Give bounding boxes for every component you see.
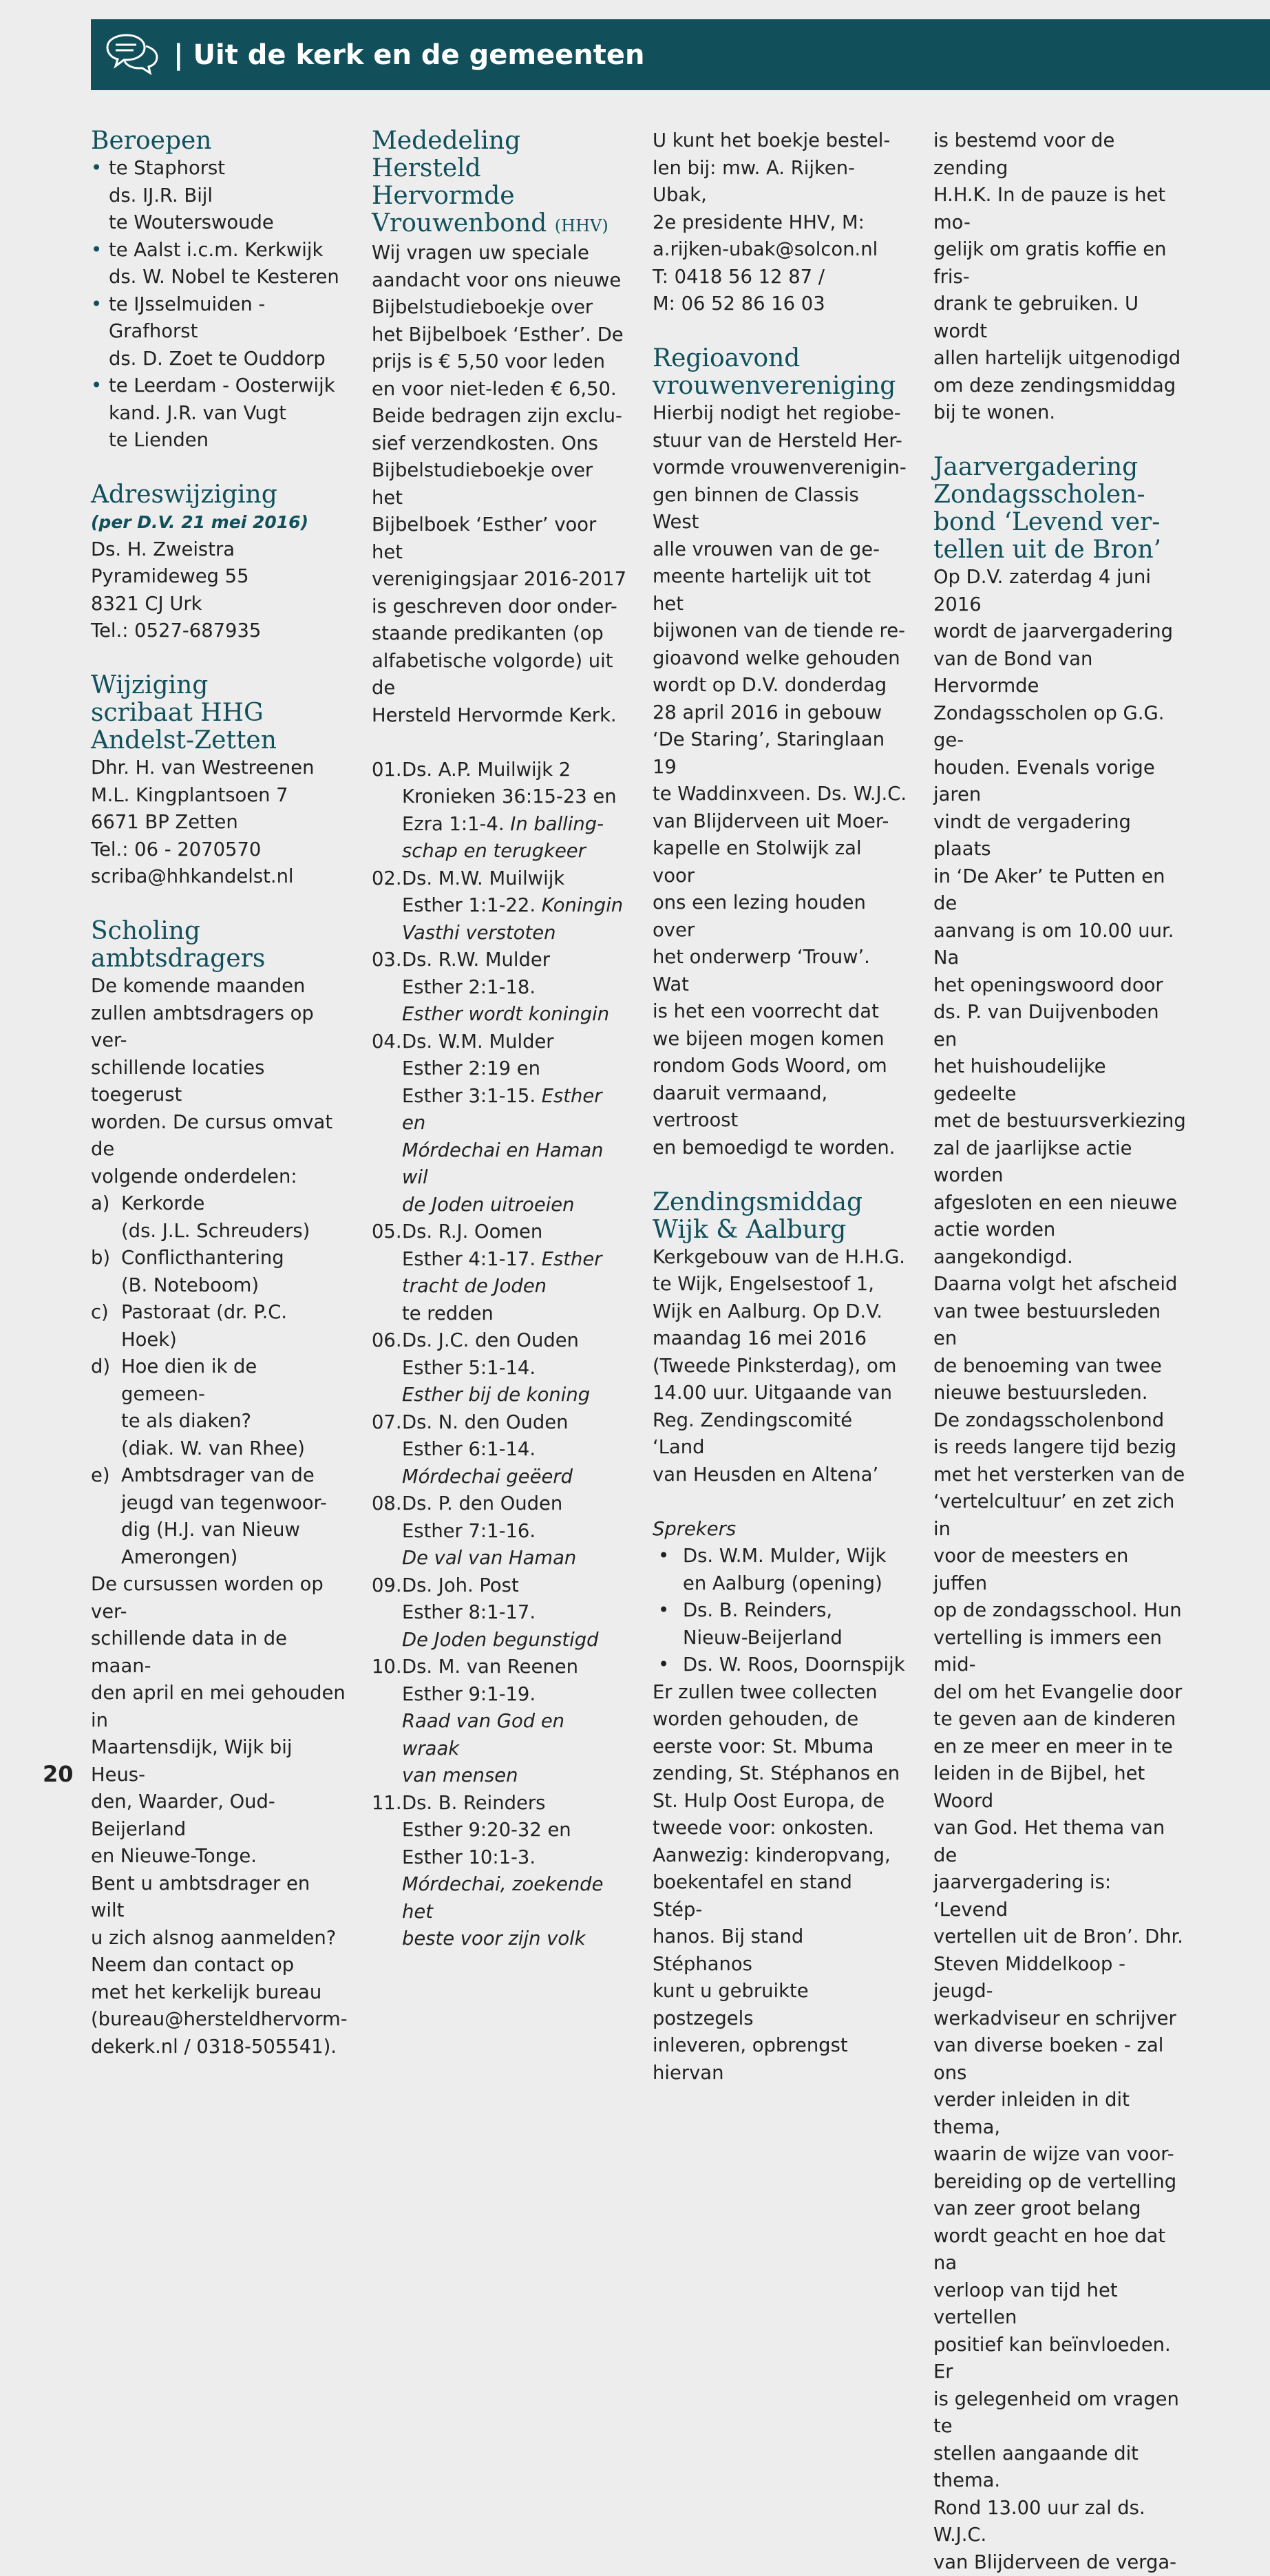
speaker-item: • Ds. B. Reinders, Nieuw-Beijerland	[653, 1597, 907, 1651]
column-2	[372, 127, 626, 1953]
heading-beroepen: Beroepen	[91, 127, 346, 155]
text-line: bereiding op de vertelling	[933, 2168, 1188, 2196]
bullet-icon: •	[658, 1597, 669, 1625]
scholing-item: b) Conflicthantering (B. Noteboom)	[91, 1245, 346, 1299]
text-line: gelijk om gratis koffie en fris-	[933, 236, 1188, 291]
text-line: Neem dan contact op	[91, 1952, 346, 1979]
zending-text	[653, 1244, 907, 1489]
text-line: is gelegenheid om vragen te	[933, 2386, 1188, 2440]
text-line: te geven aan de kinderen	[933, 1706, 1188, 1733]
bullet-icon: •	[658, 1651, 669, 1679]
text-line: en ze meer en meer in te	[933, 1733, 1188, 1761]
text-line: met het kerkelijk bureau	[91, 1979, 346, 2007]
text-line: actie worden aangekondigd.	[933, 1216, 1188, 1271]
text-line: het Bijbelboek ‘Esther’. De	[372, 321, 626, 349]
text-line: 2e presidente HHV, M:	[653, 209, 907, 237]
text-line: in ‘De Aker’ te Putten en de	[933, 863, 1188, 918]
beroep-line: te Wouterswoude	[91, 209, 346, 237]
text-line: nieuwe bestuursleden.	[933, 1380, 1188, 1407]
hhv-list-item: 08. Ds. P. den Ouden Esther 7:1-16. De val van Haman	[372, 1490, 626, 1572]
heading-adreswijziging: Adreswijziging	[91, 481, 346, 509]
beroepen-list	[91, 155, 346, 454]
scholing-item: c) Pastoraat (dr. P.C. Hoek)	[91, 1299, 346, 1353]
text-line: bij te wonen.	[933, 399, 1188, 427]
scholing-line: schillende locaties toegerust	[91, 1055, 346, 1109]
text-line: drank te gebruiken. U wordt	[933, 291, 1188, 345]
text-line: Daarna volgt het afscheid	[933, 1271, 1188, 1298]
text-line: 14.00 uur. Uitgaande van	[653, 1380, 907, 1407]
scholing-outro	[91, 1571, 346, 2060]
hhv-list-item: 03. Ds. R.W. Mulder Esther 2:1-18. Esther wordt koningin	[372, 947, 626, 1028]
text-line: is reeds langere tijd bezig	[933, 1434, 1188, 1461]
text-line: Hierbij nodigt het regiobe-	[653, 400, 907, 427]
heading-zendingsmiddag: Zendingsmiddag Wijk & Aalburg	[653, 1189, 907, 1244]
scholing-line: worden. De cursus omvat de	[91, 1109, 346, 1163]
adres-line: Ds. H. Zweistra	[91, 536, 346, 564]
text-line: ons een lezing houden over	[653, 889, 907, 944]
bullet-icon: •	[658, 1543, 669, 1570]
text-line: te Waddinxveen. Ds. W.J.C.	[653, 781, 907, 808]
text-line: T: 0418 56 12 87 /	[653, 264, 907, 291]
text-line: positief kan beïnvloeden. Er	[933, 2332, 1188, 2386]
text-line: Bent u ambtsdrager en wilt	[91, 1870, 346, 1925]
text-line: met de bestuursverkiezing	[933, 1108, 1188, 1135]
hhv-list-item: 09. Ds. Joh. Post Esther 8:1-17. De Joden begunstigd	[372, 1572, 626, 1654]
text-line: dekerk.nl / 0318-505541).	[91, 2034, 346, 2061]
scholing-item: e) Ambtsdrager van de jeugd van tegenwoor- dig (H.J. van Nieuw Amerongen)	[91, 1462, 346, 1571]
beroep-line: ds. D. Zoet te Ouddorp	[91, 346, 346, 373]
text-line: is geschreven door onder-	[372, 593, 626, 621]
text-line: vormde vrouwenverenigin-	[653, 454, 907, 482]
text-line: daaruit vermaand, vertroost	[653, 1080, 907, 1134]
text-line: bijwonen van de tiende re-	[653, 617, 907, 645]
page-number: 20	[43, 1761, 74, 1787]
heading-hhv: Mededeling Hersteld Hervormde Vrouwenbond (HHV)	[372, 127, 626, 240]
text-line: a.rijken-ubak@solcon.nl	[653, 236, 907, 264]
text-line: den, Waarder, Oud-Beijerland	[91, 1788, 346, 1843]
text-line: Steven Middelkoop - jeugd-	[933, 1951, 1188, 2005]
text-line: Bijbelboek ‘Esther’ voor het	[372, 511, 626, 566]
text-line: van zeer groot belang	[933, 2195, 1188, 2223]
text-line: H.H.K. In de pauze is het mo-	[933, 182, 1188, 236]
speech-bubbles-icon	[103, 32, 160, 78]
scholing-line: volgende onderdelen:	[91, 1163, 346, 1191]
hhv-list-item: 02. Ds. M.W. Muilwijk Esther 1:1-22. Koningin Vasthi verstoten	[372, 865, 626, 947]
text-line: worden gehouden, de	[653, 1706, 907, 1733]
jaar-text	[933, 564, 1188, 2576]
text-line: Rond 13.00 uur zal ds. W.J.C.	[933, 2495, 1188, 2549]
beroep-line: te Lienden	[91, 427, 346, 454]
scholing-item: a) Kerkorde (ds. J.L. Schreuders)	[91, 1190, 346, 1245]
text-line: Er zullen twee collecten	[653, 1679, 907, 1707]
text-line: Reg. Zendingscomité ‘Land	[653, 1407, 907, 1461]
text-line: Bijbelstudieboekje over	[372, 294, 626, 321]
hhv-list-item: 07. Ds. N. den Ouden Esther 6:1-14. Mórdechai geëerd	[372, 1409, 626, 1491]
section-header	[103, 19, 645, 90]
text-line: rondom Gods Woord, om	[653, 1053, 907, 1080]
text-line: het onderwerp ‘Trouw’. Wat	[653, 944, 907, 998]
hhv-list-item: 11. Ds. B. Reinders Esther 9:20-32 en Esther 10:1-3. Mórdechai, zoekende het beste voor zijn volk	[372, 1790, 626, 1953]
text-line: het openingswoord door	[933, 972, 1188, 1000]
text-line: tweede voor: onkosten.	[653, 1815, 907, 1842]
text-line: Wijk en Aalburg. Op D.V.	[653, 1298, 907, 1326]
text-line: meente hartelijk uit tot het	[653, 563, 907, 617]
bullet-icon: •	[91, 237, 102, 264]
text-line: van Blijderveen uit Moer-	[653, 808, 907, 836]
text-line: voor de meesters en juffen	[933, 1543, 1188, 1597]
text-line: stellen aangaande dit thema.	[933, 2440, 1188, 2495]
hhv-list-item: 01. Ds. A.P. Muilwijk 2 Kronieken 36:15-23 en Ezra 1:1-4. In balling- schap en terugkeer	[372, 757, 626, 865]
hhv-intro	[372, 240, 626, 729]
adres-line: Tel.: 0527-687935	[91, 617, 346, 645]
text-line: hanos. Bij stand Stéphanos	[653, 1923, 907, 1978]
text-line: zal de jaarlijkse actie worden	[933, 1135, 1188, 1190]
beroep-item: • te Aalst i.c.m. Kerkwijk	[91, 237, 346, 264]
text-line: inleveren, opbrengst hiervan	[653, 2032, 907, 2087]
heading-regioavond: Regioavond vrouwenvereniging	[653, 345, 907, 400]
text-line: De zondagsscholenbond	[933, 1407, 1188, 1435]
section-title: | Uit de kerk en de gemeenten	[173, 39, 645, 71]
column-3	[653, 127, 907, 2087]
text-line: vertelling is immers een mid-	[933, 1625, 1188, 1679]
text-line: St. Hulp Oost Europa, de	[653, 1788, 907, 1815]
text-line: en bemoedigd te worden.	[653, 1134, 907, 1162]
beroep-line: kand. J.R. van Vugt	[91, 400, 346, 427]
text-line: waarin de wijze van voor-	[933, 2141, 1188, 2168]
text-line: van Blijderveen de verga-	[933, 2549, 1188, 2576]
beroep-item: • te Leerdam - Oosterwijk	[91, 372, 346, 400]
text-line: ‘vertelcultuur’ en zet zich in	[933, 1488, 1188, 1543]
text-line: M: 06 52 86 16 03	[653, 291, 907, 318]
order-info	[653, 127, 907, 318]
bullet-icon: •	[91, 291, 102, 319]
scribaat-line: Tel.: 06 - 2070570	[91, 836, 346, 864]
text-line: jaarvergadering is: ‘Levend	[933, 1869, 1188, 1923]
zending-continued	[933, 127, 1188, 427]
scribaat-line: Dhr. H. van Westreenen	[91, 754, 346, 782]
hhv-list	[372, 757, 626, 1953]
beroep-line: ds. W. Nobel te Kesteren	[91, 264, 346, 291]
text-line: verloop van tijd het vertellen	[933, 2277, 1188, 2332]
adres-line: 8321 CJ Urk	[91, 591, 346, 618]
text-line: ‘De Staring’, Staringlaan 19	[653, 726, 907, 781]
text-line: Hersteld Hervormde Kerk.	[372, 702, 626, 730]
heading-scribaat: Wijziging scribaat HHG Andelst-Zetten	[91, 672, 346, 754]
text-line: (Tweede Pinksterdag), om	[653, 1353, 907, 1380]
text-line: 28 april 2016 in gebouw	[653, 699, 907, 727]
hhv-list-item: 05. Ds. R.J. Oomen Esther 4:1-17. Esther tracht de Joden te redden	[372, 1218, 626, 1327]
text-line: boekentafel en stand Stép-	[653, 1869, 907, 1923]
text-line: Maartensdijk, Wijk bij Heus-	[91, 1734, 346, 1788]
text-line: alle vrouwen van de ge-	[653, 536, 907, 564]
text-line: prijs is € 5,50 voor leden	[372, 348, 626, 376]
text-line: werkadviseur en schrijver	[933, 2005, 1188, 2033]
text-line: Beide bedragen zijn exclu-	[372, 403, 626, 430]
text-line: aanvang is om 10.00 uur. Na	[933, 918, 1188, 972]
text-line: kunt u gebruikte postzegels	[653, 1978, 907, 2032]
text-line: (bureau@hersteldhervorm-	[91, 2006, 346, 2034]
beroep-item: • te IJsselmuiden - Grafhorst	[91, 291, 346, 346]
text-line: stuur van de Hersteld Her-	[653, 427, 907, 455]
text-line: is bestemd voor de zending	[933, 127, 1188, 182]
scribaat-line: M.L. Kingplantsoen 7	[91, 782, 346, 810]
text-line: te Wijk, Engelsestoof 1,	[653, 1271, 907, 1298]
speaker-item: • Ds. W.M. Mulder, Wijk en Aalburg (opening)	[653, 1543, 907, 1597]
text-line: del om het Evangelie door	[933, 1679, 1188, 1707]
text-line: den april en mei gehouden in	[91, 1680, 346, 1734]
regio-text	[653, 400, 907, 1161]
bullet-icon: •	[91, 372, 102, 400]
hhv-list-item: 04. Ds. W.M. Mulder Esther 2:19 en Esther 3:1-15. Esther en Mórdechai en Haman wil de Joden uitroeien	[372, 1028, 626, 1219]
text-line: van Heusden en Altena’	[653, 1461, 907, 1489]
text-line: het huishoudelijke gedeelte	[933, 1053, 1188, 1108]
speaker-item: • Ds. W. Roos, Doornspijk	[653, 1651, 907, 1679]
text-line: Aanwezig: kinderopvang,	[653, 1842, 907, 1870]
text-line: houden. Evenals vorige jaren	[933, 754, 1188, 809]
heading-scholing: Scholing ambtsdragers	[91, 918, 346, 973]
text-line: Wij vragen uw speciale	[372, 240, 626, 267]
text-line: van twee bestuursleden en	[933, 1298, 1188, 1353]
scholing-line: zullen ambtsdragers op ver-	[91, 1000, 346, 1055]
text-line: ds. P. van Duijvenboden en	[933, 999, 1188, 1053]
text-line: is het een voorrecht dat	[653, 998, 907, 1026]
column-1	[91, 127, 346, 2060]
text-line: Kerkgebouw van de H.H.G.	[653, 1244, 907, 1271]
text-line: we bijeen mogen komen	[653, 1026, 907, 1053]
text-line: zending, St. Stéphanos en	[653, 1760, 907, 1788]
text-line: verenigingsjaar 2016-2017	[372, 566, 626, 593]
text-line: staande predikanten (op	[372, 620, 626, 648]
text-line: len bij: mw. A. Rijken-Ubak,	[653, 155, 907, 209]
text-line: en voor niet-leden € 6,50.	[372, 376, 626, 403]
text-line: om deze zendingsmiddag	[933, 372, 1188, 400]
bullet-icon: •	[91, 155, 102, 182]
text-line: schillende data in de maan-	[91, 1625, 346, 1680]
text-line: gioavond welke gehouden	[653, 645, 907, 673]
text-line: vertellen uit de Bron’. Dhr.	[933, 1923, 1188, 1951]
text-line: gen binnen de Classis West	[653, 482, 907, 536]
text-line: kapelle en Stolwijk zal voor	[653, 835, 907, 889]
text-line: van diverse boeken - zal ons	[933, 2032, 1188, 2087]
text-line: Zondagsscholen op G.G. ge-	[933, 700, 1188, 754]
text-line: op de zondagsschool. Hun	[933, 1597, 1188, 1625]
text-line: wordt op D.V. donderdag	[653, 672, 907, 699]
text-line: en Nieuwe-Tonge.	[91, 1843, 346, 1870]
column-4	[933, 127, 1188, 2576]
adres-subtitle: (per D.V. 21 mei 2016)	[91, 509, 346, 536]
hhv-list-item: 06. Ds. J.C. den Ouden Esther 5:1-14. Esther bij de koning	[372, 1327, 626, 1409]
beroep-item: • te Staphorst	[91, 155, 346, 182]
scholing-line: De komende maanden	[91, 973, 346, 1000]
text-line: wordt de jaarvergadering	[933, 618, 1188, 646]
text-line: eerste voor: St. Mbuma	[653, 1733, 907, 1761]
text-line: allen hartelijk uitgenodigd	[933, 345, 1188, 372]
adres-line: Pyramideweg 55	[91, 563, 346, 591]
text-line: afgesloten en een nieuwe	[933, 1190, 1188, 1217]
text-line: vindt de vergadering plaats	[933, 809, 1188, 863]
text-line: Op D.V. zaterdag 4 juni 2016	[933, 564, 1188, 618]
scribaat-email[interactable]: scriba@hhkandelst.nl	[91, 863, 346, 891]
text-line: van de Bond van Hervormde	[933, 646, 1188, 700]
hhv-list-item: 10. Ds. M. van Reenen Esther 9:1-19. Raad van God en wraak van mensen	[372, 1654, 626, 1790]
text-line: verder inleiden in dit thema,	[933, 2087, 1188, 2141]
text-line: leiden in de Bijbel, het Woord	[933, 1760, 1188, 1815]
zending-outro	[653, 1679, 907, 2087]
text-line: U kunt het boekje bestel-	[653, 127, 907, 155]
text-line: aandacht voor ons nieuwe	[372, 267, 626, 295]
text-line: alfabetische volgorde) uit de	[372, 648, 626, 702]
text-line: De cursussen worden op ver-	[91, 1571, 346, 1625]
text-line: u zich alsnog aanmelden?	[91, 1925, 346, 1952]
text-line: van God. Het thema van de	[933, 1815, 1188, 1869]
scholing-item: d) Hoe dien ik de gemeen- te als diaken? (diak. W. van Rhee)	[91, 1353, 346, 1462]
scribaat-line: 6671 BP Zetten	[91, 809, 346, 836]
heading-jaarvergadering: Jaarvergadering Zondagsscholen- bond ‘Levend ver- tellen uit de Bron’	[933, 454, 1188, 564]
text-line: wordt geacht en hoe dat na	[933, 2223, 1188, 2277]
text-line: Bijbelstudieboekje over het	[372, 457, 626, 511]
text-line: maandag 16 mei 2016	[653, 1325, 907, 1353]
text-line: sief verzendkosten. Ons	[372, 430, 626, 458]
text-line: de benoeming van twee	[933, 1353, 1188, 1380]
beroep-line: ds. IJ.R. Bijl	[91, 182, 346, 210]
speakers-label: Sprekers	[653, 1516, 907, 1543]
text-line: met het versterken van de	[933, 1461, 1188, 1489]
